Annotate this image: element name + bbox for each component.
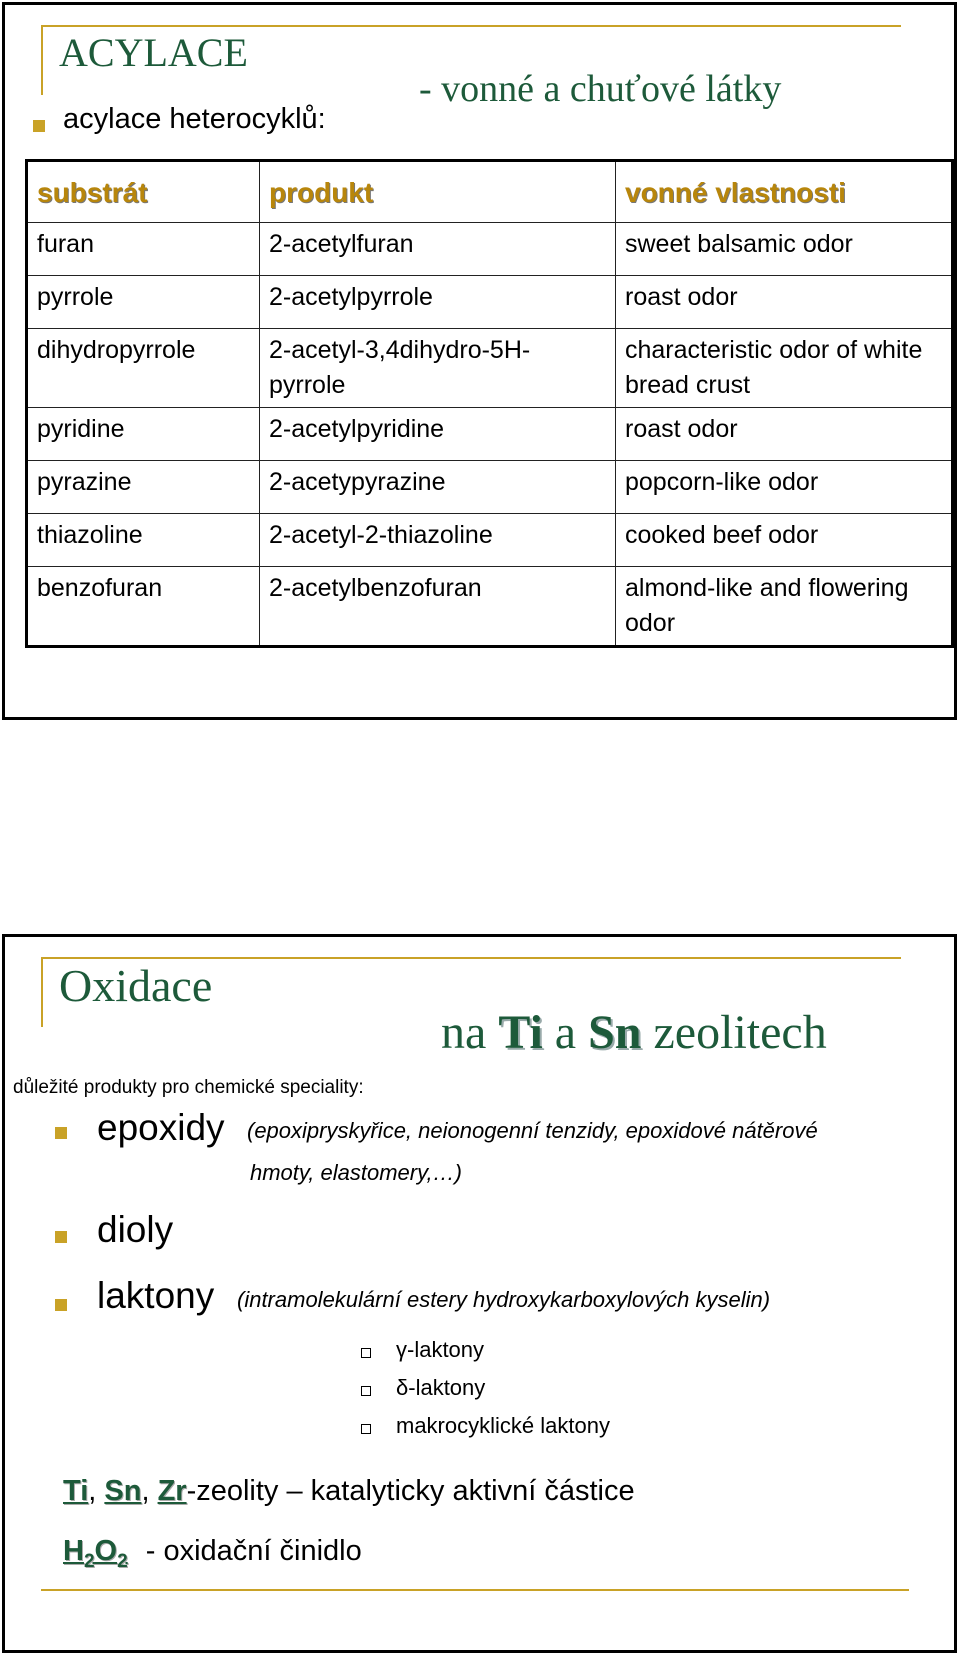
title-accent-horizontal <box>41 25 901 27</box>
cell-product: 2-acetyl-2-thiazoline <box>260 514 616 567</box>
formula-o: O <box>94 1535 118 1567</box>
formula-subscript: 2 <box>117 1550 128 1572</box>
separator: , <box>88 1475 97 1507</box>
cell-product: 2-acetypyrazine <box>260 461 616 514</box>
slide-subtitle: - vonné a chuťové látky <box>419 68 782 110</box>
cell-substrate: dihydropyrrole <box>27 329 260 408</box>
subitem-delta-laktony: δ-laktony <box>396 1375 486 1400</box>
cell-product: 2-acetyl-3,4dihydro-5H-pyrrole <box>260 329 616 408</box>
formula-h: H <box>63 1535 84 1567</box>
cell-odor: roast odor <box>616 408 953 461</box>
slide-acylace <box>2 2 957 720</box>
title-accent-vertical <box>41 957 43 1027</box>
cell-product: 2-acetylpyridine <box>260 408 616 461</box>
bullet-square-icon <box>33 120 45 132</box>
item-epoxidy: epoxidy <box>97 1107 225 1148</box>
table-row <box>27 276 953 329</box>
table-row <box>27 329 953 408</box>
slide-subtitle <box>441 1005 827 1060</box>
subtitle-ti: Ti <box>498 1006 543 1059</box>
bullet-square-icon <box>55 1127 67 1139</box>
cell-product: 2-acetylpyrrole <box>260 276 616 329</box>
subitem-gamma-laktony: γ-laktony <box>396 1337 485 1362</box>
cell-odor: characteristic odor of white bread crust <box>616 329 953 408</box>
separator: , <box>141 1475 150 1507</box>
subtitle-zeolitech: zeolitech <box>653 1006 827 1059</box>
bullet-text: acylace heterocyklů: <box>63 103 326 135</box>
header-vonne-vlastnosti: vonné vlastnosti <box>616 161 953 223</box>
header-substrat: substrát <box>27 161 260 223</box>
cell-substrate: benzofuran <box>27 567 260 647</box>
footer-accent-line <box>41 1589 909 1591</box>
bullet-square-icon <box>55 1299 67 1311</box>
catalyst-sn: Sn <box>104 1475 142 1507</box>
header-produkt: produkt <box>260 161 616 223</box>
table-row <box>27 514 953 567</box>
cell-product: 2-acetylfuran <box>260 223 616 276</box>
item-epoxidy-note: (epoxipryskyřice, neionogenní tenzidy, epoxidové nátěrové <box>247 1118 818 1143</box>
slide-title: Oxidace <box>59 960 213 1011</box>
subtitle-sn: Sn <box>588 1006 642 1059</box>
catalyst-zr: Zr <box>157 1475 187 1507</box>
table-row <box>27 408 953 461</box>
table-row <box>27 567 953 647</box>
hollow-bullet-icon <box>361 1348 371 1358</box>
cell-substrate: pyrrole <box>27 276 260 329</box>
oxidant-description: - oxidační činidlo <box>145 1535 362 1567</box>
item-laktony-note: (intramolekulární estery hydroxykarboxylových kyselin) <box>237 1287 771 1312</box>
acylation-table <box>25 159 954 648</box>
catalyst-ti: Ti <box>63 1475 89 1507</box>
cell-odor: sweet balsamic odor <box>616 223 953 276</box>
cell-product: 2-acetylbenzofuran <box>260 567 616 647</box>
cell-substrate: furan <box>27 223 260 276</box>
item-dioly: dioly <box>97 1209 174 1250</box>
table-header-row <box>27 161 953 223</box>
subtitle-a: a <box>554 1006 577 1059</box>
bullet-square-icon <box>55 1231 67 1243</box>
slide-oxidace <box>2 934 957 1653</box>
cell-odor: almond-like and flowering odor <box>616 567 953 647</box>
subitem-makrocyklicke-laktony: makrocyklické laktony <box>396 1413 610 1438</box>
cell-odor: cooked beef odor <box>616 514 953 567</box>
cell-substrate: thiazoline <box>27 514 260 567</box>
catalysts-line <box>63 1475 635 1508</box>
cell-odor: roast odor <box>616 276 953 329</box>
slide-title: ACYLACE <box>59 30 248 75</box>
item-laktony: laktony <box>97 1275 215 1316</box>
title-accent-vertical <box>41 25 43 95</box>
formula-subscript: 2 <box>83 1550 95 1572</box>
intro-text: důležité produkty pro chemické speciality: <box>13 1077 364 1098</box>
subtitle-na: na <box>441 1006 487 1059</box>
catalysts-description: -zeolity – katalyticky aktivní částice <box>186 1475 635 1507</box>
oxidant-formula <box>63 1535 128 1572</box>
cell-substrate: pyrazine <box>27 461 260 514</box>
hollow-bullet-icon <box>361 1386 371 1396</box>
item-epoxidy-note2: hmoty, elastomery,…) <box>250 1160 462 1185</box>
hollow-bullet-icon <box>361 1424 371 1434</box>
cell-substrate: pyridine <box>27 408 260 461</box>
oxidant-line <box>63 1535 362 1573</box>
table-row <box>27 223 953 276</box>
table-row <box>27 461 953 514</box>
cell-odor: popcorn-like odor <box>616 461 953 514</box>
